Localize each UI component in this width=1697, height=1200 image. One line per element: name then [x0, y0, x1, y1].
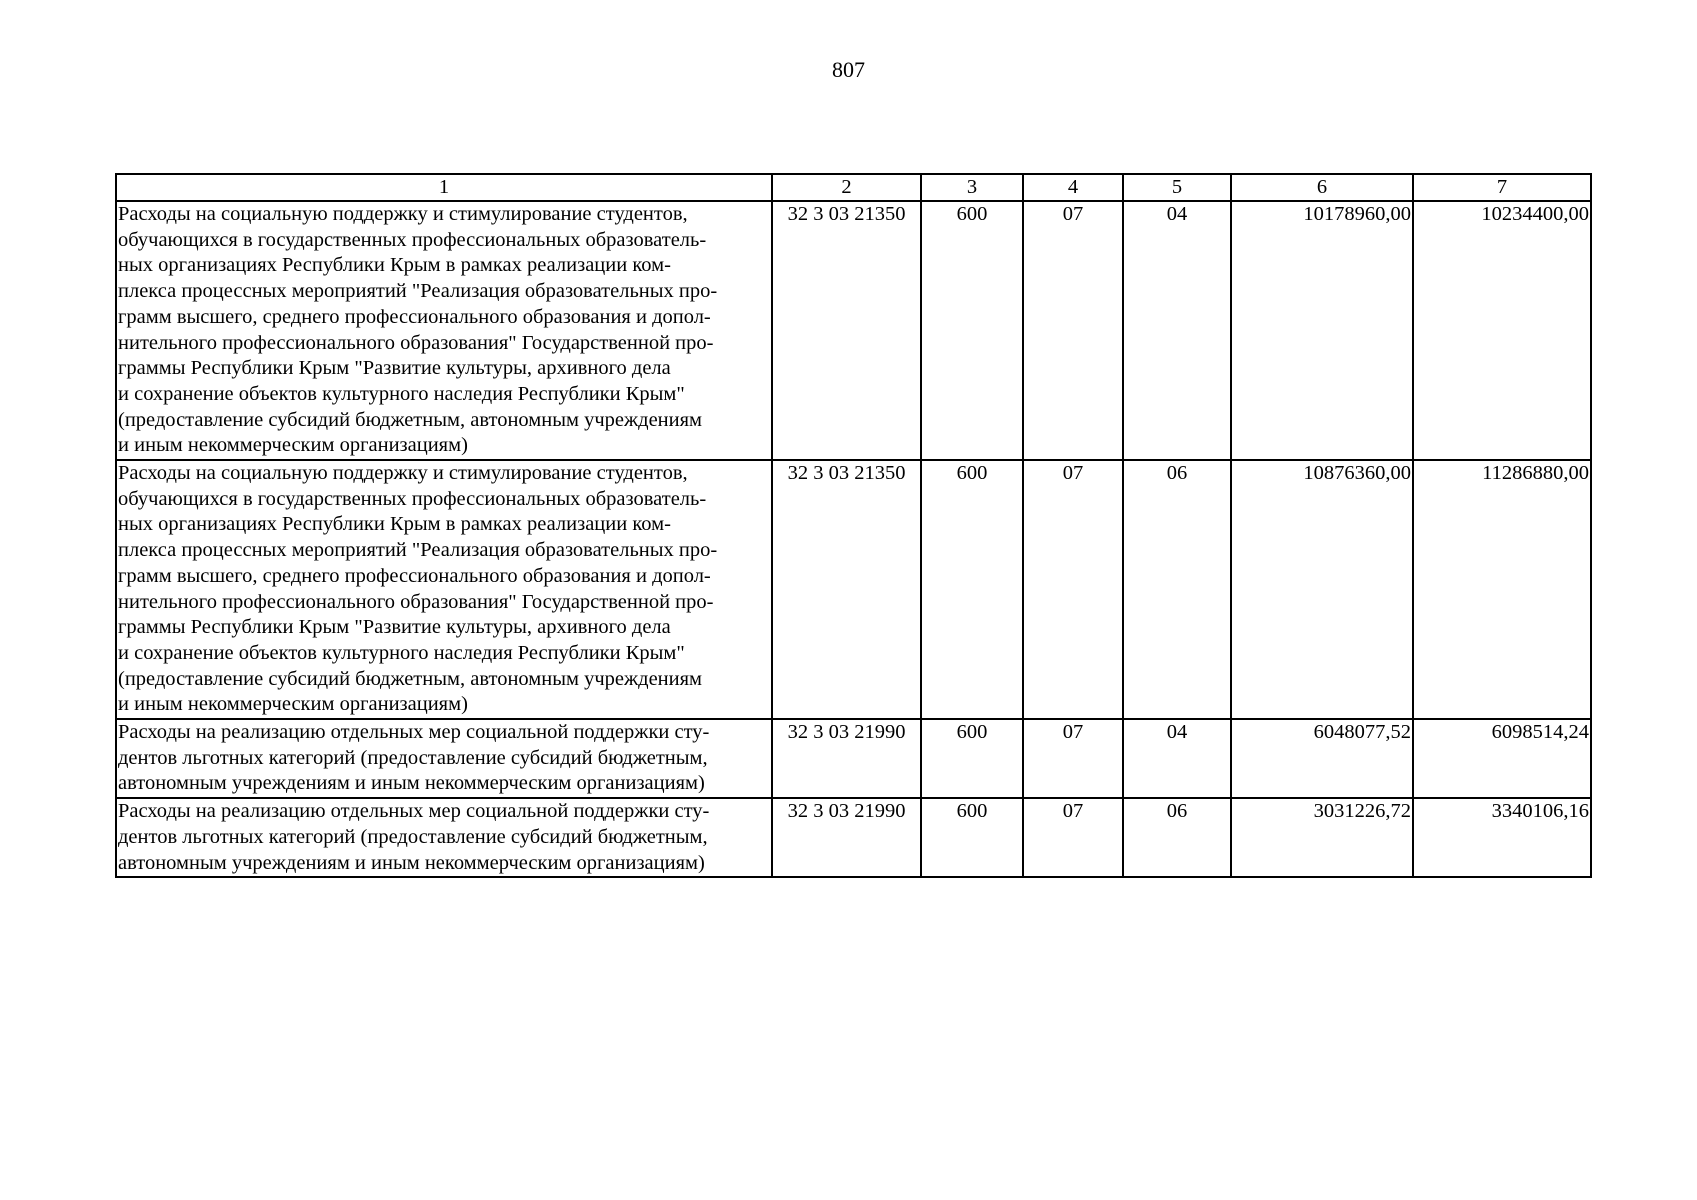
amount-column-7: 11286880,00 [1413, 460, 1591, 719]
subsection-code: 06 [1123, 460, 1231, 719]
expense-type-code: 600 [921, 201, 1023, 460]
table-header-row [116, 174, 1591, 201]
amount-column-6: 3031226,72 [1231, 798, 1413, 877]
section-code: 07 [1023, 460, 1123, 719]
expense-type-code: 600 [921, 719, 1023, 798]
amount-column-7: 10234400,00 [1413, 201, 1591, 460]
header-cell-2: 2 [772, 174, 921, 201]
amount-column-6: 10178960,00 [1231, 201, 1413, 460]
amount-column-7: 6098514,24 [1413, 719, 1591, 798]
header-cell-7: 7 [1413, 174, 1591, 201]
target-article-code: 32 3 03 21350 [772, 460, 921, 719]
subsection-code: 06 [1123, 798, 1231, 877]
expense-description: Расходы на социальную поддержку и стимулирование студентов, обучающихся в государственных профессиональных образователь- ных организациях Республики Крым в рамках реализации ком- плекса процессных мероприятий "Реализация образовательных про- грамм высшего, среднего профессионального образования и допол- нительного профессионального образования" Государственной про- граммы Республики Крым "Развитие культуры, архивного дела и сохранение объектов культурного наследия Республики Крым" (предоставление субсидий бюджетным, автономным учреждениям и иным некоммерческим организациям) [116, 460, 772, 719]
target-article-code: 32 3 03 21350 [772, 201, 921, 460]
table-row [116, 460, 1591, 719]
section-code: 07 [1023, 201, 1123, 460]
page-number: 807 [832, 57, 865, 82]
header-cell-6: 6 [1231, 174, 1413, 201]
header-cell-4: 4 [1023, 174, 1123, 201]
amount-column-7: 3340106,16 [1413, 798, 1591, 877]
subsection-code: 04 [1123, 201, 1231, 460]
section-code: 07 [1023, 798, 1123, 877]
header-cell-5: 5 [1123, 174, 1231, 201]
target-article-code: 32 3 03 21990 [772, 719, 921, 798]
header-cell-1: 1 [116, 174, 772, 201]
target-article-code: 32 3 03 21990 [772, 798, 921, 877]
table-row [116, 719, 1591, 798]
expense-description: Расходы на социальную поддержку и стимулирование студентов, обучающихся в государственных профессиональных образователь- ных организациях Республики Крым в рамках реализации ком- плекса процессных мероприятий "Реализация образовательных про- грамм высшего, среднего профессионального образования и допол- нительного профессионального образования" Государственной про- граммы Республики Крым "Развитие культуры, архивного дела и сохранение объектов культурного наследия Республики Крым" (предоставление субсидий бюджетным, автономным учреждениям и иным некоммерческим организациям) [116, 201, 772, 460]
section-code: 07 [1023, 719, 1123, 798]
header-cell-3: 3 [921, 174, 1023, 201]
table-row [116, 798, 1591, 877]
table-row [116, 201, 1591, 460]
expense-type-code: 600 [921, 798, 1023, 877]
subsection-code: 04 [1123, 719, 1231, 798]
expense-description: Расходы на реализацию отдельных мер социальной поддержки сту- дентов льготных категорий (предоставление субсидий бюджетным, автономным учреждениям и иным некоммерческим организациям) [116, 798, 772, 877]
budget-table [115, 173, 1592, 878]
expense-type-code: 600 [921, 460, 1023, 719]
expense-description: Расходы на реализацию отдельных мер социальной поддержки сту- дентов льготных категорий (предоставление субсидий бюджетным, автономным учреждениям и иным некоммерческим организациям) [116, 719, 772, 798]
amount-column-6: 6048077,52 [1231, 719, 1413, 798]
amount-column-6: 10876360,00 [1231, 460, 1413, 719]
